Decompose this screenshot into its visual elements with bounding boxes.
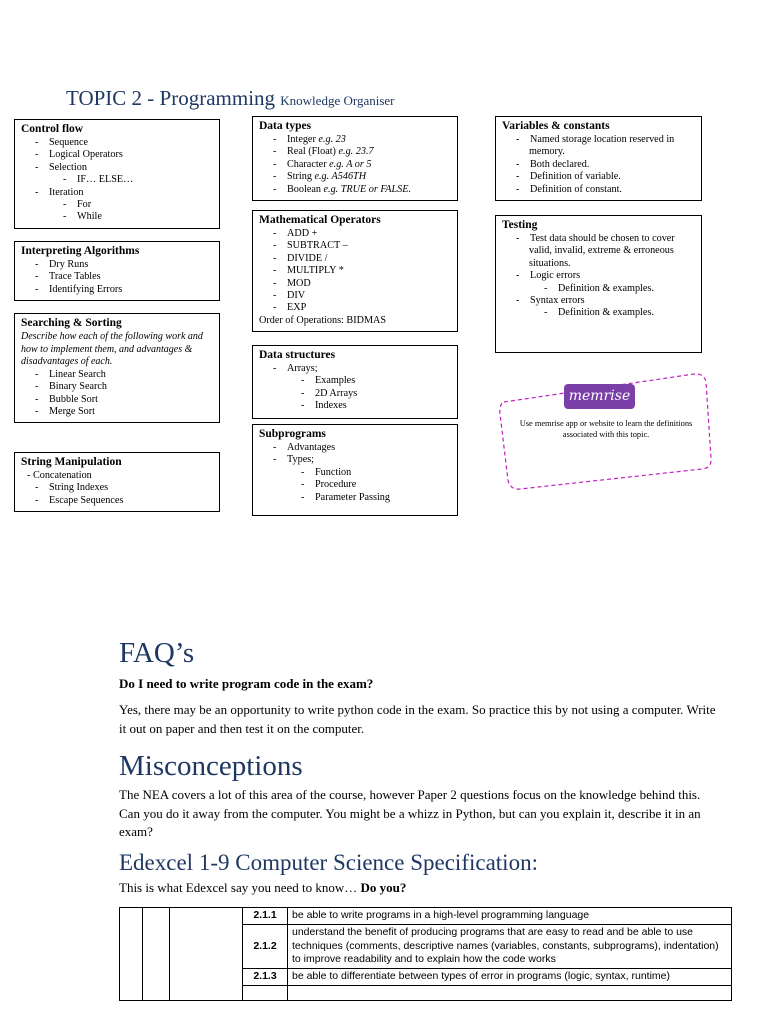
- searching-sorting-box: [14, 313, 220, 423]
- spec-code-empty: [243, 985, 288, 1000]
- type-label: Character: [287, 158, 330, 170]
- spec-intro: [119, 879, 406, 898]
- list-item: - EXP: [259, 302, 452, 314]
- list-item: - Sequence: [21, 137, 214, 149]
- spec-code: 2.1.3: [243, 969, 288, 986]
- list-item: - Test data should be chosen to cover: [502, 233, 696, 245]
- list-item: - Binary Search: [21, 381, 214, 393]
- list-item: - Types;: [259, 454, 452, 466]
- page-title: [66, 86, 394, 111]
- list-item: - Advantages: [259, 442, 452, 454]
- spec-code: 2.1.2: [243, 924, 288, 968]
- memrise-text: Use memrise app or website to learn the definitions associated with this topic.: [519, 419, 693, 439]
- list-item: - Escape Sequences: [21, 495, 214, 507]
- list-item: - Logic errors: [502, 270, 696, 282]
- list-subitem: - Indexes: [259, 400, 452, 412]
- list-item: - Syntax errors: [502, 295, 696, 307]
- control-flow-list: [21, 137, 214, 224]
- interpreting-list: [21, 259, 214, 296]
- list-item: [259, 134, 452, 146]
- math-operators-footer: Order of Operations: BIDMAS: [259, 314, 387, 326]
- list-subitem: - IF… ELSE…: [21, 174, 214, 186]
- misconceptions-text: The NEA covers a lot of this area of the course, however Paper 2 questions focus on the knowledge behind this. Can you do it away from the computer. You might be a whizz in Python, but can you explain it, describe it in an exam?: [119, 787, 701, 839]
- list-subitem: - For: [21, 199, 214, 211]
- memrise-logo-a: mem: [568, 388, 604, 404]
- list-subitem: - Procedure: [259, 479, 452, 491]
- string-list: [21, 482, 214, 507]
- list-subitem: - Definition & examples.: [502, 307, 696, 319]
- type-label: Integer: [287, 134, 319, 145]
- subprograms-title: Subprograms: [259, 428, 326, 440]
- spec-text: be able to differentiate between types of error in programs (logic, syntax, runtime): [288, 969, 732, 986]
- math-operators-list: [259, 228, 452, 315]
- list-item: - Iteration: [21, 187, 214, 199]
- data-types-title: Data types: [259, 120, 312, 132]
- list-item: - Arrays;: [259, 363, 452, 375]
- searching-list: [21, 369, 214, 419]
- list-item: [259, 184, 452, 196]
- math-operators-title: Mathematical Operators: [259, 214, 381, 226]
- spec-text: understand the benefit of producing programs that are easy to read and be able to use techniques (comments, descriptive names (variables, constants, subprograms), indentation) to improve readability and to explain how the code works: [288, 924, 732, 968]
- list-item: - Named storage location reserved in: [502, 134, 696, 146]
- list-item: - DIV: [259, 290, 452, 302]
- list-item: [259, 159, 452, 171]
- type-label: String: [287, 171, 315, 183]
- type-label: Real (Float): [287, 146, 339, 158]
- list-subitem: - Examples: [259, 375, 452, 387]
- faq-question: Do I need to write program code in the exam?: [119, 676, 374, 691]
- list-item: - DIVIDE /: [259, 253, 452, 265]
- list-item: - MOD: [259, 278, 452, 290]
- list-item: - Selection: [21, 162, 214, 174]
- table-empty-cell: [143, 908, 170, 1001]
- faq-answer: Yes, there may be an opportunity to write python code in the exam. So practice this by not using a computer. Write it out on paper and then test it on the computer.: [119, 702, 716, 736]
- string-title: String Manipulation: [21, 456, 122, 468]
- memrise-logo-b: rise: [603, 388, 631, 404]
- table-empty-cell: [120, 908, 143, 1001]
- type-label: Boolean: [287, 183, 324, 195]
- data-types-box: [252, 116, 458, 201]
- math-operators-box: [252, 210, 458, 332]
- misconceptions-heading: Misconceptions: [119, 750, 303, 782]
- string-first-item: - Concatenation: [27, 470, 92, 481]
- list-subitem: - Parameter Passing: [259, 492, 452, 504]
- list-item: - Bubble Sort: [21, 394, 214, 406]
- list-subitem: - Function: [259, 467, 452, 479]
- list-subitem: - While: [21, 211, 214, 223]
- searching-title: Searching & Sorting: [21, 317, 122, 329]
- type-example: e.g. 23.7: [338, 146, 374, 158]
- list-item: - Logical Operators: [21, 149, 214, 161]
- title-main: TOPIC 2 - Programming: [66, 86, 276, 110]
- memrise-callout: [498, 372, 712, 490]
- spec-heading: Edexcel 1-9 Computer Science Specification:: [119, 850, 538, 875]
- title-subtitle: Knowledge Organiser: [280, 93, 395, 108]
- list-item: - Merge Sort: [21, 406, 214, 418]
- type-example: e.g. A or 5: [329, 158, 372, 170]
- list-item: - Definition of variable.: [502, 171, 696, 183]
- type-example: e.g. 23: [318, 134, 346, 145]
- data-structures-title: Data structures: [259, 349, 336, 361]
- control-flow-box: [14, 119, 220, 229]
- control-flow-title: Control flow: [21, 123, 84, 135]
- list-item: - Identifying Errors: [21, 284, 214, 296]
- list-item: - Linear Search: [21, 369, 214, 381]
- list-item: - MULTIPLY *: [259, 265, 452, 277]
- testing-list: [502, 233, 696, 320]
- testing-title: Testing: [502, 219, 538, 231]
- subprograms-box: [252, 424, 458, 516]
- spec-text: be able to write programs in a high-level programming language: [288, 908, 732, 925]
- variables-title: Variables & constants: [502, 120, 610, 132]
- list-item: - Both declared.: [502, 159, 696, 171]
- list-subitem: - 2D Arrays: [259, 388, 452, 400]
- testing-box: [495, 215, 702, 353]
- list-item: [259, 146, 452, 158]
- spec-intro-text: This is what Edexcel say you need to know…: [119, 880, 361, 895]
- table-empty-cell: [170, 908, 243, 1001]
- list-item: - ADD +: [259, 228, 452, 240]
- list-item: - Dry Runs: [21, 259, 214, 271]
- list-item: - String Indexes: [21, 482, 214, 494]
- spec-intro-bold: Do you?: [360, 880, 407, 895]
- type-example: e.g. TRUE or FALSE.: [323, 183, 412, 195]
- spec-code: 2.1.1: [243, 908, 288, 925]
- data-structures-list: [259, 363, 452, 413]
- list-item: - Trace Tables: [21, 271, 214, 283]
- list-item-continuation: memory.: [529, 146, 565, 158]
- list-subitem: - Definition & examples.: [502, 283, 696, 295]
- type-example: e.g. A546TH: [314, 171, 367, 183]
- list-item: - Definition of constant.: [502, 184, 696, 196]
- data-structures-box: [252, 345, 458, 419]
- faq-heading: FAQ’s: [119, 637, 195, 669]
- list-item-continuation: situations.: [529, 257, 571, 269]
- variables-box: [495, 116, 702, 201]
- spec-table: [119, 907, 732, 1001]
- data-types-list: [259, 134, 452, 196]
- spec-text-empty: [288, 985, 732, 1000]
- interpreting-title: Interpreting Algorithms: [21, 245, 140, 257]
- table-row: [120, 908, 732, 925]
- subprograms-list: [259, 442, 452, 504]
- interpreting-box: [14, 241, 220, 301]
- list-item: - SUBTRACT –: [259, 240, 452, 252]
- searching-note: Describe how each of the following work and how to implement them, and advantages & disadvantages of each.: [21, 331, 203, 368]
- list-item-continuation: valid, invalid, extreme & erroneous: [529, 245, 674, 257]
- list-item: [259, 171, 452, 183]
- variables-list: [502, 134, 696, 196]
- string-manipulation-box: [14, 452, 220, 512]
- memrise-logo: [564, 384, 635, 409]
